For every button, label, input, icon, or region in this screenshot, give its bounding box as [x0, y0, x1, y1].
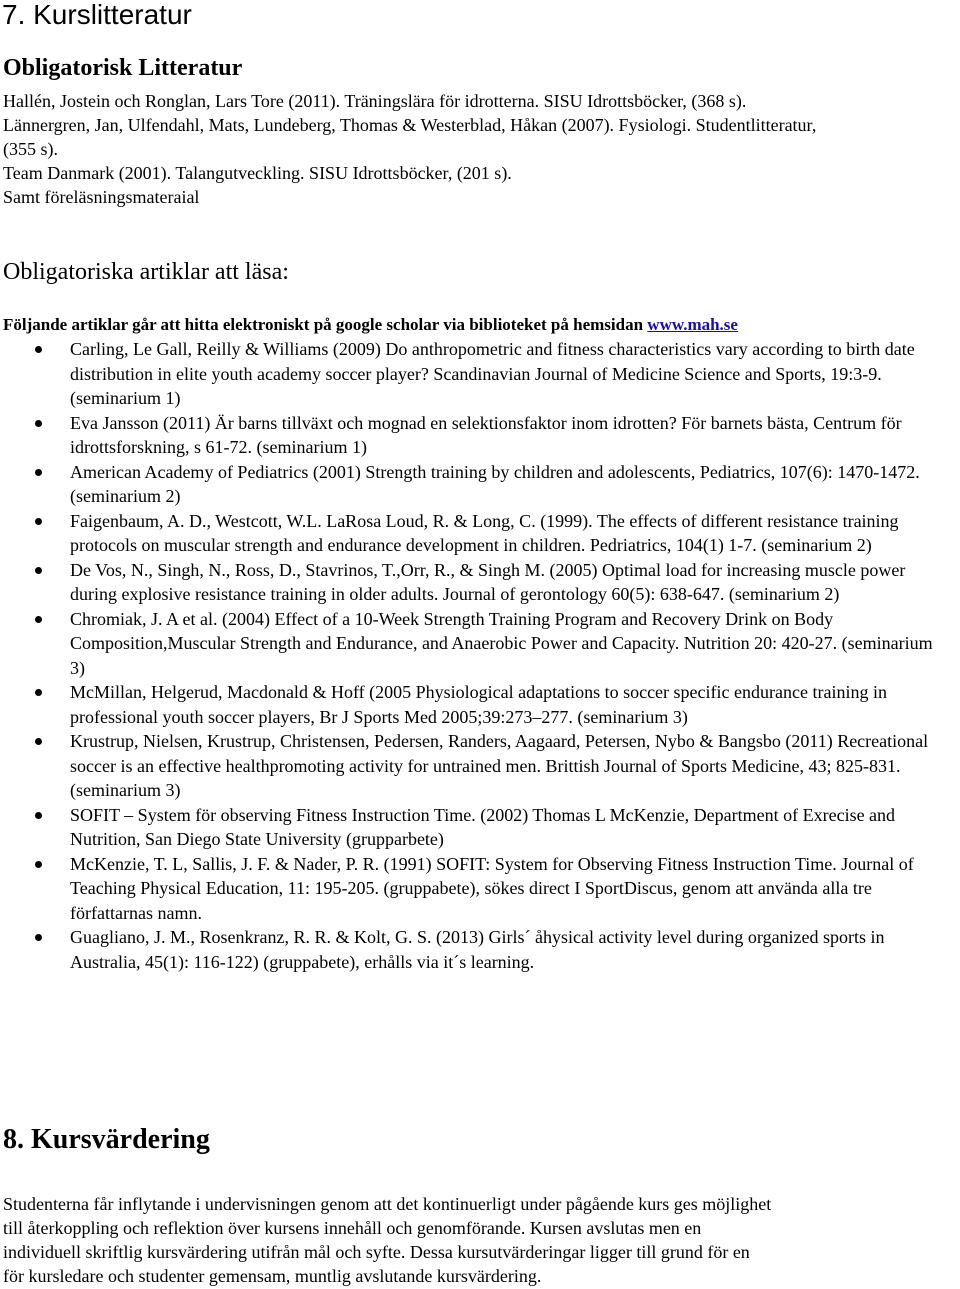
required-articles-heading: Obligatoriska artiklar att läsa:: [3, 259, 289, 285]
section-8-heading: 8. Kursvärdering: [3, 1124, 210, 1155]
list-item: [0, 337, 950, 411]
evaluation-line: Studenterna får inflytande i undervisningen genom att det kontinuerligt under pågående kurs ges möjlighet: [3, 1194, 772, 1214]
book-line: (355 s).: [3, 139, 58, 159]
list-item: [0, 680, 950, 729]
lecture-material-line: Samt föreläsningsmateraial: [3, 187, 200, 207]
bullet-icon: [35, 689, 42, 696]
book-line: Hallén, Jostein och Ronglan, Lars Tore (2011). Träningslära för idrotterna. SISU Idrottsböcker, (368 s).: [3, 91, 747, 111]
list-item: [0, 925, 950, 974]
list-item: [0, 852, 950, 926]
bullet-icon: [35, 567, 42, 574]
evaluation-line: till återkoppling och reflektion över kursens innehåll och genomförande. Kursen avslutas men en: [3, 1218, 702, 1238]
list-item: [0, 411, 950, 460]
section-7-heading: 7. Kurslitteratur: [2, 0, 192, 30]
article-text: Carling, Le Gall, Reilly & Williams (2009) Do anthropometric and fitness characteristics vary according to birth date distribution in elite youth academy soccer player? Scandinavian Journal of Medicine Science and Sports, 19:3-9. (seminarium 1): [70, 339, 915, 408]
article-text: McMillan, Helgerud, Macdonald & Hoff (2005 Physiological adaptations to soccer specific endurance training in professional youth soccer players, Br J Sports Med 2005;39:273–277. (seminarium 3): [70, 682, 887, 727]
bullet-icon: [35, 861, 42, 868]
list-item: [0, 607, 950, 681]
evaluation-line: individuell skriftlig kursvärdering utifrån mål och syfte. Dessa kursutvärderingar ligger till grund för en: [3, 1242, 750, 1262]
book-line: Lännergren, Jan, Ulfendahl, Mats, Lundeberg, Thomas & Westerblad, Håkan (2007). Fysiologi. Studentlitteratur,: [3, 115, 817, 135]
article-list: [0, 337, 960, 974]
bullet-icon: [35, 518, 42, 525]
article-text: McKenzie, T. L, Sallis, J. F. & Nader, P. R. (1991) SOFIT: System for Observing Fitness Instruction Time. Journal of Teaching Physical Education, 11: 195-205. (gruppabete), sökes direct I SportDiscus, genom att använda alla tre författarnas namn.: [70, 853, 914, 923]
bullet-icon: [35, 616, 42, 623]
bullet-icon: [35, 420, 42, 427]
required-literature-heading: Obligatorisk Litteratur: [3, 55, 243, 81]
evaluation-line: för kursledare och studenter gemensam, muntlig avslutande kursvärdering.: [3, 1266, 542, 1286]
article-text: De Vos, N., Singh, N., Ross, D., Stavrinos, T.,Orr, R., & Singh M. (2005) Optimal load for increasing muscle power during explosive resistance training in older adults. Journal of gerontology 60(5): 638-647. (seminarium 2): [70, 559, 906, 604]
article-text: Krustrup, Nielsen, Krustrup, Christensen, Pedersen, Randers, Aagaard, Petersen, Nybo & Bangsbo (2011) Recreational soccer is an effective healthpromoting activity for untrained men. Brittish Journal of Sports Medicine, 43; 825-831. (seminarium 3): [70, 731, 929, 800]
article-text: Guagliano, J. M., Rosenkranz, R. R. & Kolt, G. S. (2013) Girls´ åhysical activity level during organized sports in Australia, 45(1): 116-122) (gruppabete), erhålls via it´s learning.: [70, 927, 885, 972]
list-item: [0, 729, 950, 803]
bullet-icon: [35, 738, 42, 745]
article-text: Faigenbaum, A. D., Westcott, W.L. LaRosa Loud, R. & Long, C. (1999). The effects of different resistance training protocols on muscular strength and endurance development in children. Pedriatrics, 104(1) 1-7. (seminarium 2): [70, 510, 899, 555]
article-text: SOFIT – System för observing Fitness Instruction Time. (2002) Thomas L McKenzie, Department of Exrecise and Nutrition, San Diego State University (grupparbete): [70, 804, 896, 849]
library-link[interactable]: www.mah.se: [647, 315, 738, 334]
list-item: [0, 803, 950, 852]
articles-intro-text: Följande artiklar går att hitta elektroniskt på google scholar via biblioteket på hemsidan: [3, 315, 648, 334]
article-text: Eva Jansson (2011) Är barns tillväxt och mognad en selektionsfaktor inom idrotten? För barnets bästa, Centrum för idrottsforskning, s 61-72. (seminarium 1): [70, 412, 902, 457]
bullet-icon: [35, 934, 42, 941]
bullet-icon: [35, 812, 42, 819]
list-item: [0, 460, 950, 509]
article-text: American Academy of Pediatrics (2001) Strength training by children and adolescents, Pediatrics, 107(6): 1470-1472. (seminarium 2): [70, 461, 920, 506]
articles-intro: [3, 314, 738, 336]
bullet-icon: [35, 346, 42, 353]
list-item: [0, 509, 950, 558]
list-item: [0, 558, 950, 607]
article-text: Chromiak, J. A et al. (2004) Effect of a 10-Week Strength Training Program and Recovery Drink on Body Composition,Muscular Strength and Endurance, and Anaerobic Power and Capacity. Nutrition 20: 420-27. (seminarium 3): [70, 608, 933, 678]
book-line: Team Danmark (2001). Talangutveckling. SISU Idrottsböcker, (201 s).: [3, 163, 512, 183]
bullet-icon: [35, 469, 42, 476]
